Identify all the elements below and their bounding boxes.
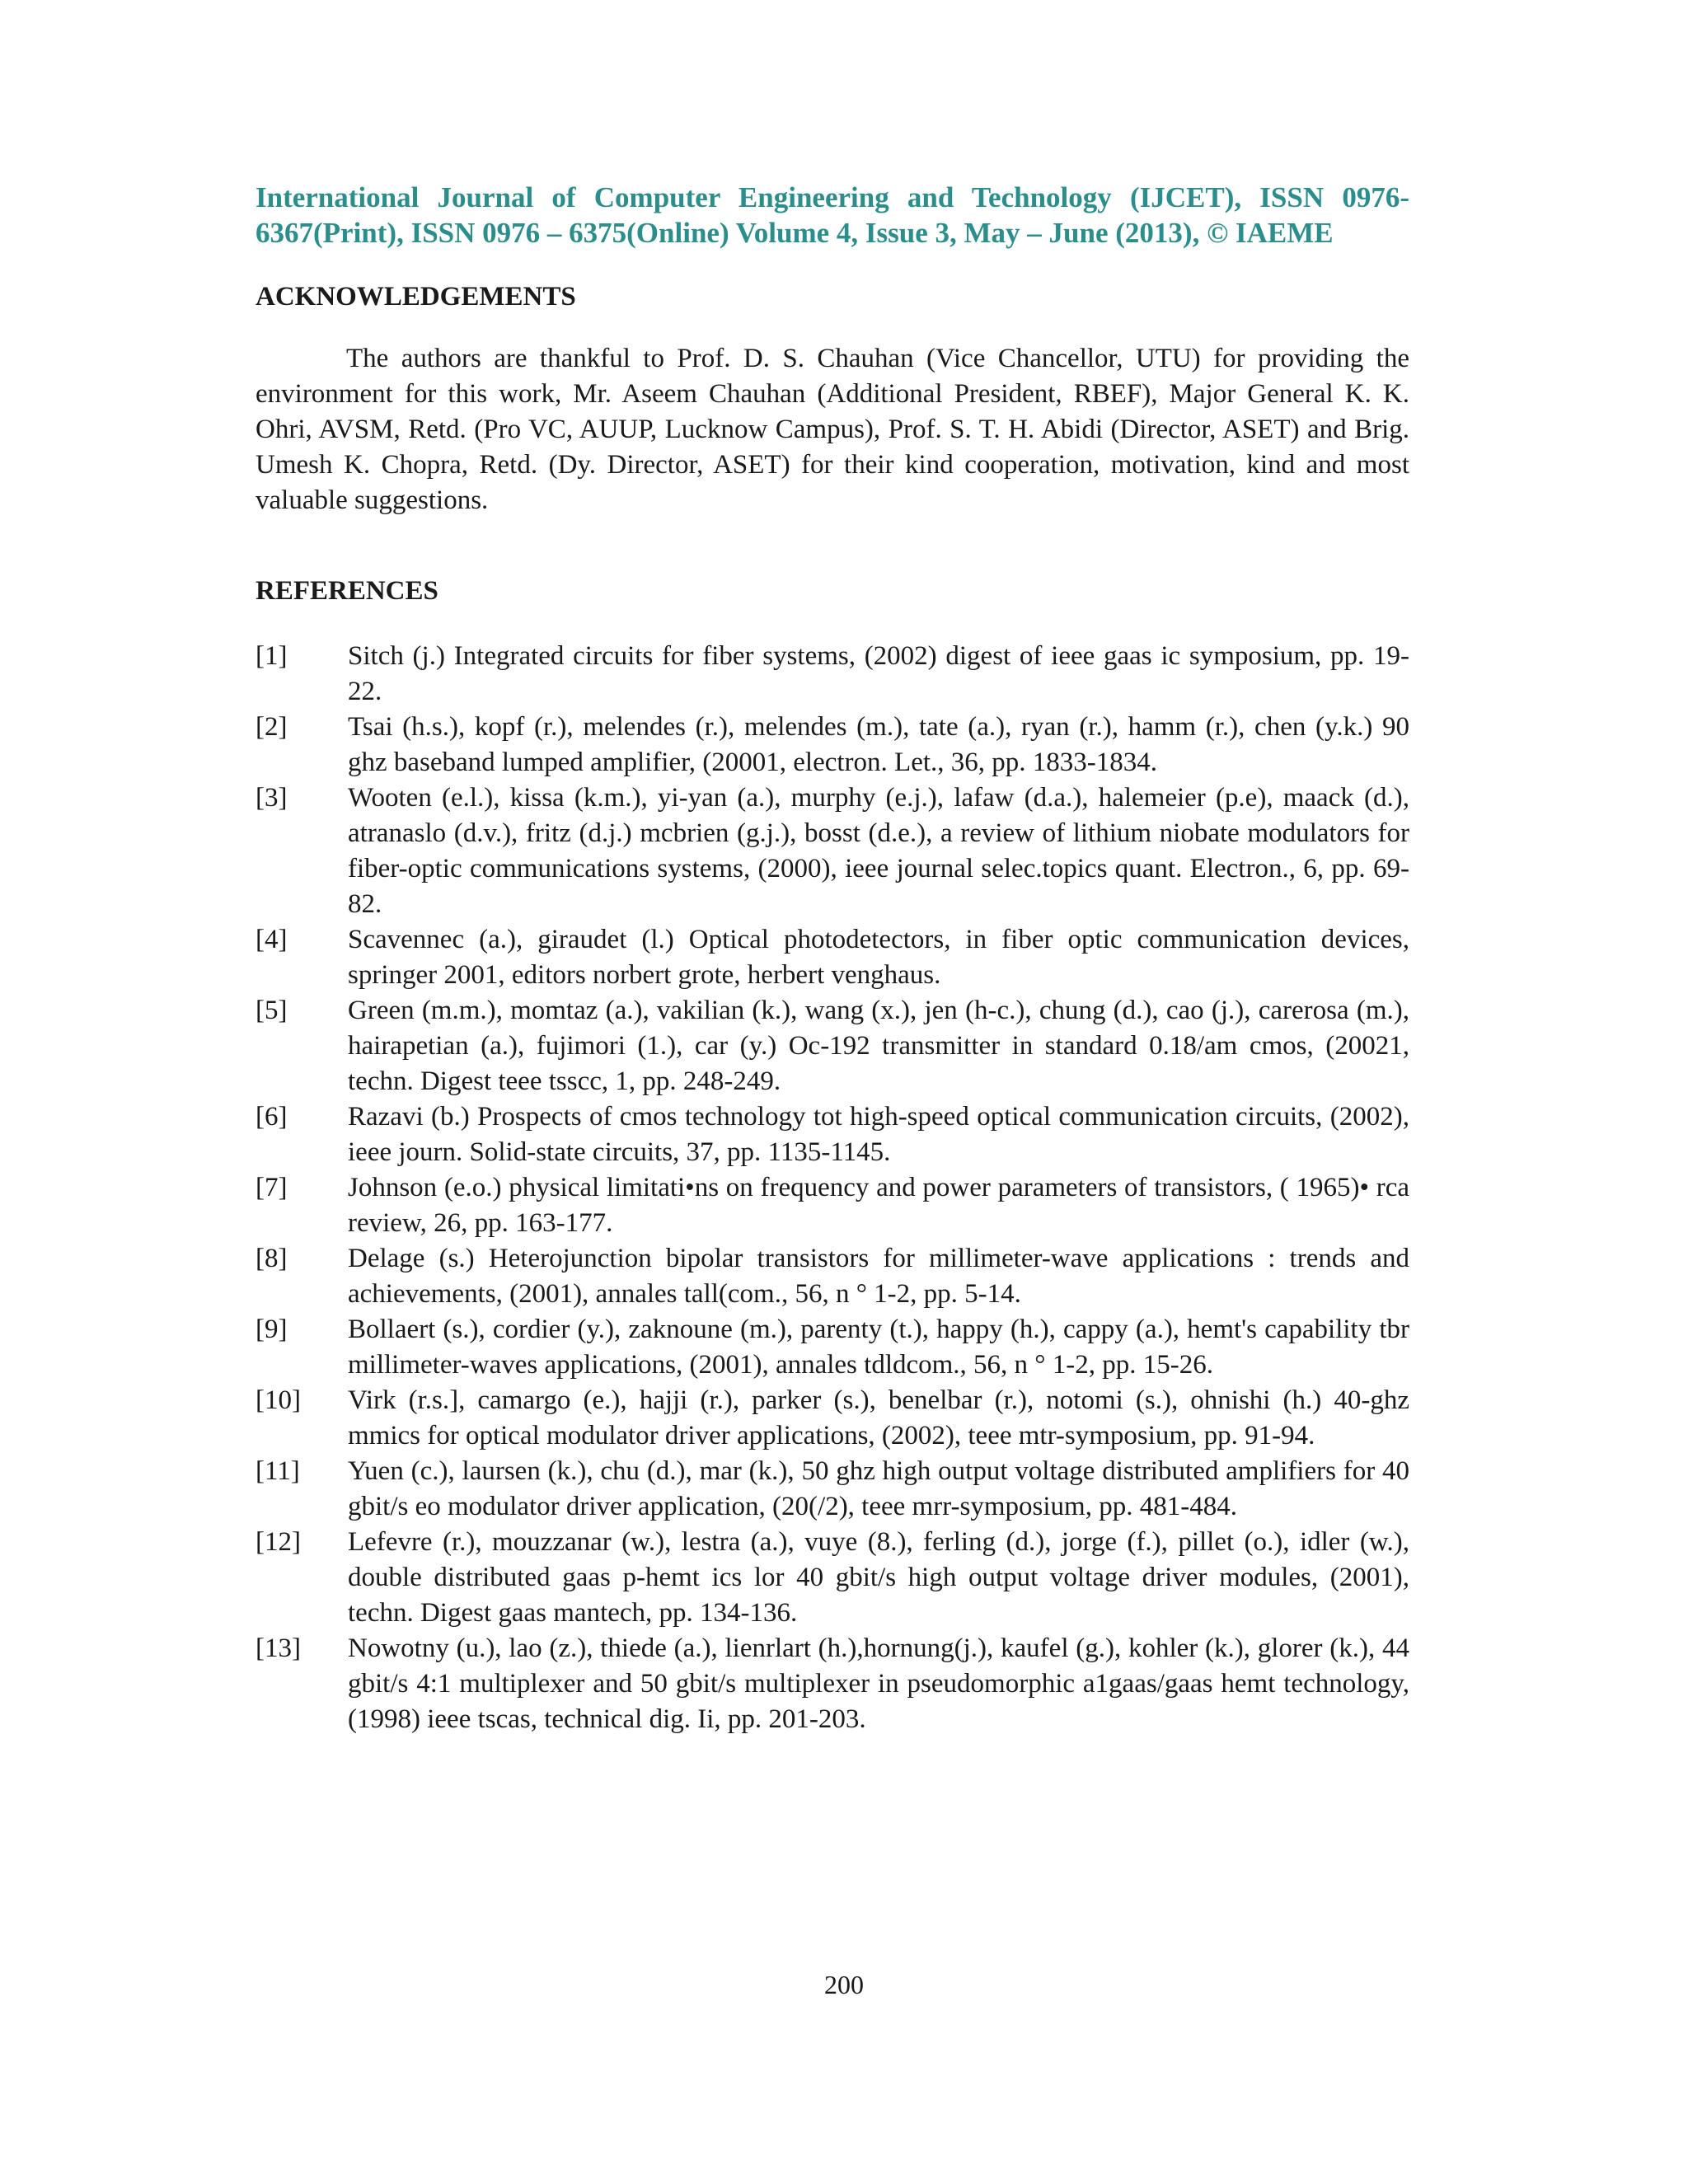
reference-item: [256, 639, 1409, 710]
reference-text: Yuen (c.), laursen (k.), chu (d.), mar (k.), 50 ghz high output voltage distributed amplifiers for 40 gbit/s eo modulator driver application, (20(/2), teee mrr-symposium, pp. 481-484.: [348, 1456, 1409, 1521]
reference-number: [6]: [256, 1102, 288, 1132]
reference-number: [5]: [256, 996, 288, 1025]
reference-item: [256, 1454, 1409, 1525]
reference-number: [8]: [256, 1244, 288, 1273]
reference-list: [256, 639, 1409, 1737]
reference-number: [7]: [256, 1173, 288, 1202]
reference-number: [9]: [256, 1315, 288, 1344]
reference-text: Sitch (j.) Integrated circuits for fiber systems, (2002) digest of ieee gaas ic symposium, pp. 19-22.: [348, 641, 1409, 706]
reference-number: [12]: [256, 1527, 301, 1557]
reference-item: [256, 1383, 1409, 1454]
reference-item: [256, 993, 1409, 1099]
reference-text: Tsai (h.s.), kopf (r.), melendes (r.), melendes (m.), tate (a.), ryan (r.), hamm (r.), chen (y.k.) 90 ghz baseband lumped amplifier, (20001, electron. Let., 36, pp. 1833-1834.: [348, 712, 1409, 777]
acknowledgements-heading: ACKNOWLEDGEMENTS: [256, 282, 576, 312]
paper-page: [256, 180, 1409, 1750]
reference-item: [256, 1631, 1409, 1737]
reference-number: [3]: [256, 783, 288, 813]
page-number: 200: [824, 1970, 864, 1999]
reference-text: Scavennec (a.), giraudet (l.) Optical photodetectors, in fiber optic communication devices, springer 2001, editors norbert grote, herbert venghaus.: [348, 925, 1409, 990]
reference-number: [10]: [256, 1385, 301, 1415]
reference-text: Bollaert (s.), cordier (y.), zaknoune (m.), parenty (t.), happy (h.), cappy (a.), hemt's capability tbr millimeter-waves applications, (2001), annales tdldcom., 56, n ° 1-2, pp. 15-26.: [348, 1315, 1409, 1380]
acknowledgements-text: The authors are thankful to Prof. D. S. Chauhan (Vice Chancellor, UTU) for providing the environment for this work, Mr. Aseem Chauhan (Additional President, RBEF), Major General K. K. Ohri, AVSM, Retd. (Pro VC, AUUP, Lucknow Campus), Prof. S. T. H. Abidi (Director, ASET) and Brig. Umesh K. Chopra, Retd. (Dy. Director, ASET) for their kind cooperation, motivation, kind and most valuable suggestions.: [256, 344, 1409, 515]
reference-text: Virk (r.s.], camargo (e.), hajji (r.), parker (s.), benelbar (r.), notomi (s.), ohnishi (h.) 40-ghz mmics for optical modulator driver applications, (2002), teee mtr-symposium, pp. 91-94.: [348, 1385, 1409, 1451]
reference-item: [256, 1312, 1409, 1383]
reference-text: Johnson (e.o.) physical limitati•ns on frequency and power parameters of transistors, ( 1965)• rca review, 26, pp. 163-177.: [348, 1173, 1409, 1238]
reference-item: [256, 1241, 1409, 1312]
reference-item: [256, 922, 1409, 993]
reference-number: [4]: [256, 925, 288, 954]
reference-text: Nowotny (u.), lao (z.), thiede (a.), lienrlart (h.),hornung(j.), kaufel (g.), kohler (k.), glorer (k.), 44 gbit/s 4:1 multiplexer and 50 gbit/s multiplexer in pseudomorphic a1gaas/gaas hemt technology, (1998) ieee tscas, technical dig. Ii, pp. 201-203.: [348, 1633, 1409, 1734]
reference-text: Green (m.m.), momtaz (a.), vakilian (k.), wang (x.), jen (h-c.), chung (d.), cao (j.), carerosa (m.), hairapetian (a.), fujimori (1.), car (y.) Oc-192 transmitter in standard 0.18/am cmos, (20021, techn. Digest teee tsscc, 1, pp. 248-249.: [348, 996, 1409, 1096]
reference-number: [13]: [256, 1633, 301, 1663]
reference-number: [1]: [256, 641, 288, 671]
reference-text: Delage (s.) Heterojunction bipolar transistors for millimeter-wave applications : trends and achievements, (2001), annales tall(com., 56, n ° 1-2, pp. 5-14.: [348, 1244, 1409, 1309]
reference-item: [256, 1170, 1409, 1241]
reference-number: [2]: [256, 712, 288, 742]
reference-text: Wooten (e.l.), kissa (k.m.), yi-yan (a.), murphy (e.j.), lafaw (d.a.), halemeier (p.e), maack (d.), atranaslo (d.v.), fritz (d.j.) mcbrien (g.j.), bosst (d.e.), a review of lithium niobate modulators for fiber-optic communications systems, (2000), ieee journal selec.topics quant. Electron., 6, pp. 69-82.: [348, 783, 1409, 919]
journal-header: International Journal of Computer Engineering and Technology (IJCET), ISSN 0976-6367(Print), ISSN 0976 – 6375(Online) Volume 4, Issue 3, May – June (2013), © IAEME: [256, 181, 1409, 249]
reference-item: [256, 780, 1409, 922]
reference-item: [256, 1099, 1409, 1170]
reference-item: [256, 1525, 1409, 1631]
references-heading: REFERENCES: [256, 576, 438, 606]
reference-text: Razavi (b.) Prospects of cmos technology tot high-speed optical communication circuits, (2002), ieee journ. Solid-state circuits, 37, pp. 1135-1145.: [348, 1102, 1409, 1167]
reference-item: [256, 710, 1409, 780]
reference-number: [11]: [256, 1456, 300, 1486]
reference-text: Lefevre (r.), mouzzanar (w.), lestra (a.), vuye (8.), ferling (d.), jorge (f.), pillet (o.), idler (w.), double distributed gaas p-hemt ics lor 40 gbit/s high output voltage driver modules, (2001), techn. Digest gaas mantech, pp. 134-136.: [348, 1527, 1409, 1628]
